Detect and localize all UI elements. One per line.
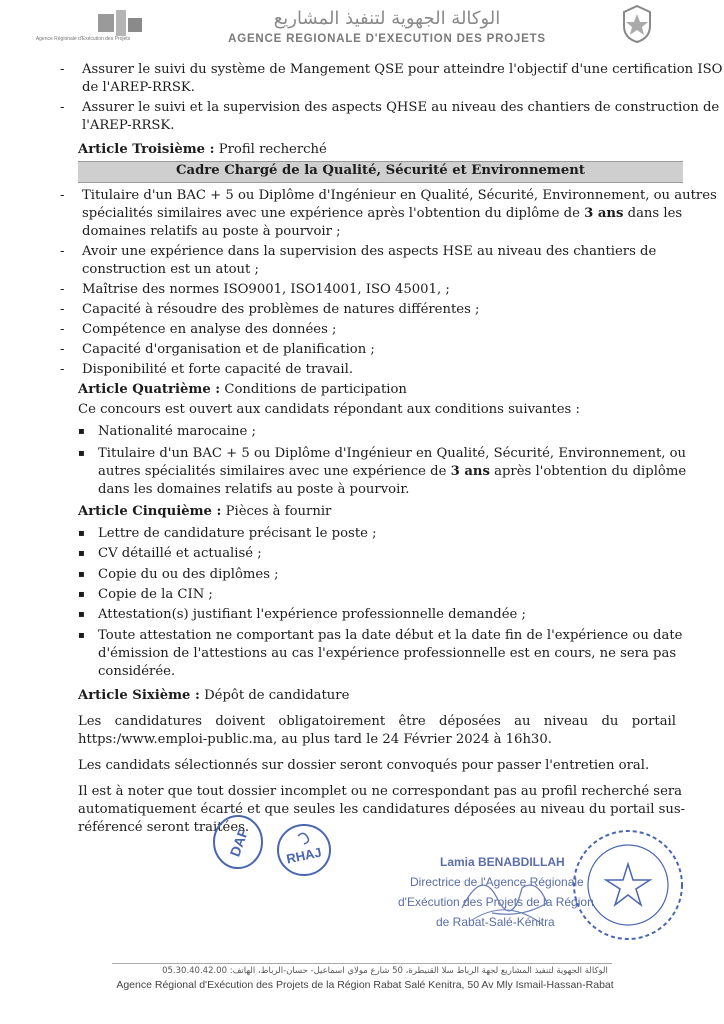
document-line: Lettre de candidature précisant le poste ; (98, 526, 377, 541)
profile-text: dans les (627, 206, 683, 221)
official-seal-icon (568, 826, 688, 944)
dash-bullet: - (60, 282, 65, 297)
dash-bullet: - (60, 244, 65, 259)
rhaj-stamp-icon (274, 822, 334, 878)
note-line: référencé seront traitées. (78, 820, 250, 835)
profile-line: construction est un atout ; (82, 262, 259, 277)
deadline-line: https:/www.emploi-public.ma, au plus tard le 24 Février 2024 à 16h30. (78, 732, 552, 747)
article-5-label: Article Cinquième : (78, 504, 222, 519)
letterhead (0, 0, 724, 58)
article-4-label: Article Quatrième : (78, 382, 221, 397)
document-line: Copie de la CIN ; (98, 587, 213, 602)
experience-years: 3 ans (450, 464, 490, 479)
footer-address-arabic: الوكالة الجهوية لتنفيذ المشاريع لجهة الرباط سلا القنيطرة، 50 شارع مولاي اسماعيل- حسان-الرباط، الهاتف: 05.30.40.42.00 (162, 966, 608, 976)
dash-bullet: - (60, 62, 65, 77)
square-bullet: ▪ (78, 569, 85, 580)
article-3-title: Profil recherché (218, 142, 327, 157)
article-4-heading (78, 381, 407, 399)
footer-divider (112, 963, 612, 964)
deadline-line: Les candidatures doivent obligatoirement être déposées au niveau du portail (78, 714, 676, 729)
handwritten-signature-icon (452, 858, 562, 938)
profile-line: Titulaire d'un BAC + 5 ou Diplôme d'Ingénieur en Qualité, Sécurité, Environnement, ou autres (82, 188, 717, 203)
signatory-title-line: d'Exécution des Projets de la Région (398, 895, 594, 909)
profile-line: Maîtrise des normes ISO9001, ISO14001, ISO 45001, ; (82, 282, 450, 297)
note-line: Il est à noter que tout dossier incomplet ou ne correspondant pas au profil recherché sera (78, 784, 683, 799)
article-5-heading (78, 503, 331, 521)
article-3-heading (78, 141, 327, 159)
square-bullet: ▪ (78, 448, 85, 459)
dash-bullet: - (60, 188, 65, 203)
square-bullet: ▪ (78, 589, 85, 600)
footer-address-french: Agence Régional d'Exécution des Projets de la Région Rabat Salé Kenitra, 50 Av Mly Ismail-Hassan-Rabat (116, 979, 614, 991)
article-4-intro: Ce concours est ouvert aux candidats répondant aux conditions suivantes : (78, 402, 580, 417)
signatory-title-line: Directrice de l'Agence Régionale (410, 875, 584, 889)
condition-line: Titulaire d'un BAC + 5 ou Diplôme d'Ingénieur en Qualité, Sécurité, Environnement, ou (98, 446, 687, 461)
agency-logo-icon (96, 8, 144, 38)
document-line: Toute attestation ne comportant pas la date début et la date fin de l'expérience ou date (98, 628, 683, 643)
dash-bullet: - (60, 322, 65, 337)
dash-bullet: - (60, 342, 65, 357)
document-line: considérée. (98, 664, 176, 679)
intro-line: Assurer le suivi du système de Mangement QSE pour atteindre l'objectif d'une certification ISO (82, 62, 723, 77)
header-title-arabic: الوكالة الجهوية لتنفيذ المشاريع (273, 8, 501, 29)
document-line: d'émission de l'attestions au cas l'expérience professionnelle est en cours, ne sera pas (98, 646, 677, 661)
document-line: CV détaillé et actualisé ; (98, 546, 262, 561)
square-bullet: ▪ (78, 630, 85, 641)
daf-stamp-text: DAF (226, 826, 252, 859)
dash-bullet: - (60, 100, 65, 115)
profile-line: Avoir une expérience dans la supervision des aspects HSE au niveau des chantiers de (82, 244, 657, 259)
article-3-label: Article Troisième : (78, 142, 215, 157)
article-4-title: Conditions de participation (224, 382, 407, 397)
square-bullet: ▪ (78, 528, 85, 539)
profile-line: Compétence en analyse des données ; (82, 322, 337, 337)
article-6-heading (78, 687, 349, 705)
condition-text: autres spécialités similaires avec une expérience de (98, 464, 447, 479)
profile-text: spécialités similaires avec une expérience après l'obtention du diplôme de (82, 206, 580, 221)
intro-line: de l'AREP-RRSK. (82, 80, 195, 95)
square-bullet: ▪ (78, 548, 85, 559)
profile-line: Capacité d'organisation et de planification ; (82, 342, 375, 357)
intro-line: l'AREP-RRSK. (82, 118, 175, 133)
rhaj-stamp-text: RHAJ (285, 844, 323, 867)
dash-bullet: - (60, 362, 65, 377)
note-line: automatiquement écarté et que seules les candidatures déposées au niveau du portail sus- (78, 802, 686, 817)
condition-line: Nationalité marocaine ; (98, 424, 256, 439)
daf-stamp-icon (210, 812, 266, 872)
signatory-title-line: de Rabat-Salé-Kénitra (436, 915, 555, 929)
kingdom-emblem-icon (620, 4, 654, 44)
profile-line: Disponibilité et forte capacité de travail. (82, 362, 354, 377)
section-banner-title: Cadre Chargé de la Qualité, Sécurité et Environnement (176, 163, 585, 178)
profile-line: Capacité à résoudre des problèmes de natures différentes ; (82, 302, 480, 317)
condition-text: après l'obtention du diplôme (494, 464, 687, 479)
profile-line (82, 205, 682, 223)
document-line: Attestation(s) justifiant l'expérience professionnelle demandée ; (98, 607, 526, 622)
article-5-title: Pièces à fournir (225, 504, 332, 519)
square-bullet: ▪ (78, 609, 85, 620)
interview-note: Les candidats sélectionnés sur dossier seront convoqués pour passer l'entretien oral. (78, 758, 650, 773)
profile-line: domaines relatifs au poste à pourvoir ; (82, 224, 341, 239)
signatory-name: Lamia BENABDILLAH (440, 855, 565, 869)
square-bullet: ▪ (78, 426, 85, 437)
article-6-title: Dépôt de candidature (204, 688, 350, 703)
header-title-french: AGENCE REGIONALE D'EXECUTION DES PROJETS (228, 33, 546, 45)
intro-line: Assurer le suivi et la supervision des aspects QHSE au niveau des chantiers de construction de (82, 100, 720, 115)
dash-bullet: - (60, 302, 65, 317)
agency-logo-caption: Agence Régionale d'Exécution des Projets (35, 36, 131, 42)
article-6-label: Article Sixième : (78, 688, 200, 703)
condition-line: dans les domaines relatifs au poste à pourvoir. (98, 482, 410, 497)
condition-line (98, 463, 686, 481)
experience-years: 3 ans (584, 206, 624, 221)
document-line: Copie du ou des diplômes ; (98, 567, 279, 582)
